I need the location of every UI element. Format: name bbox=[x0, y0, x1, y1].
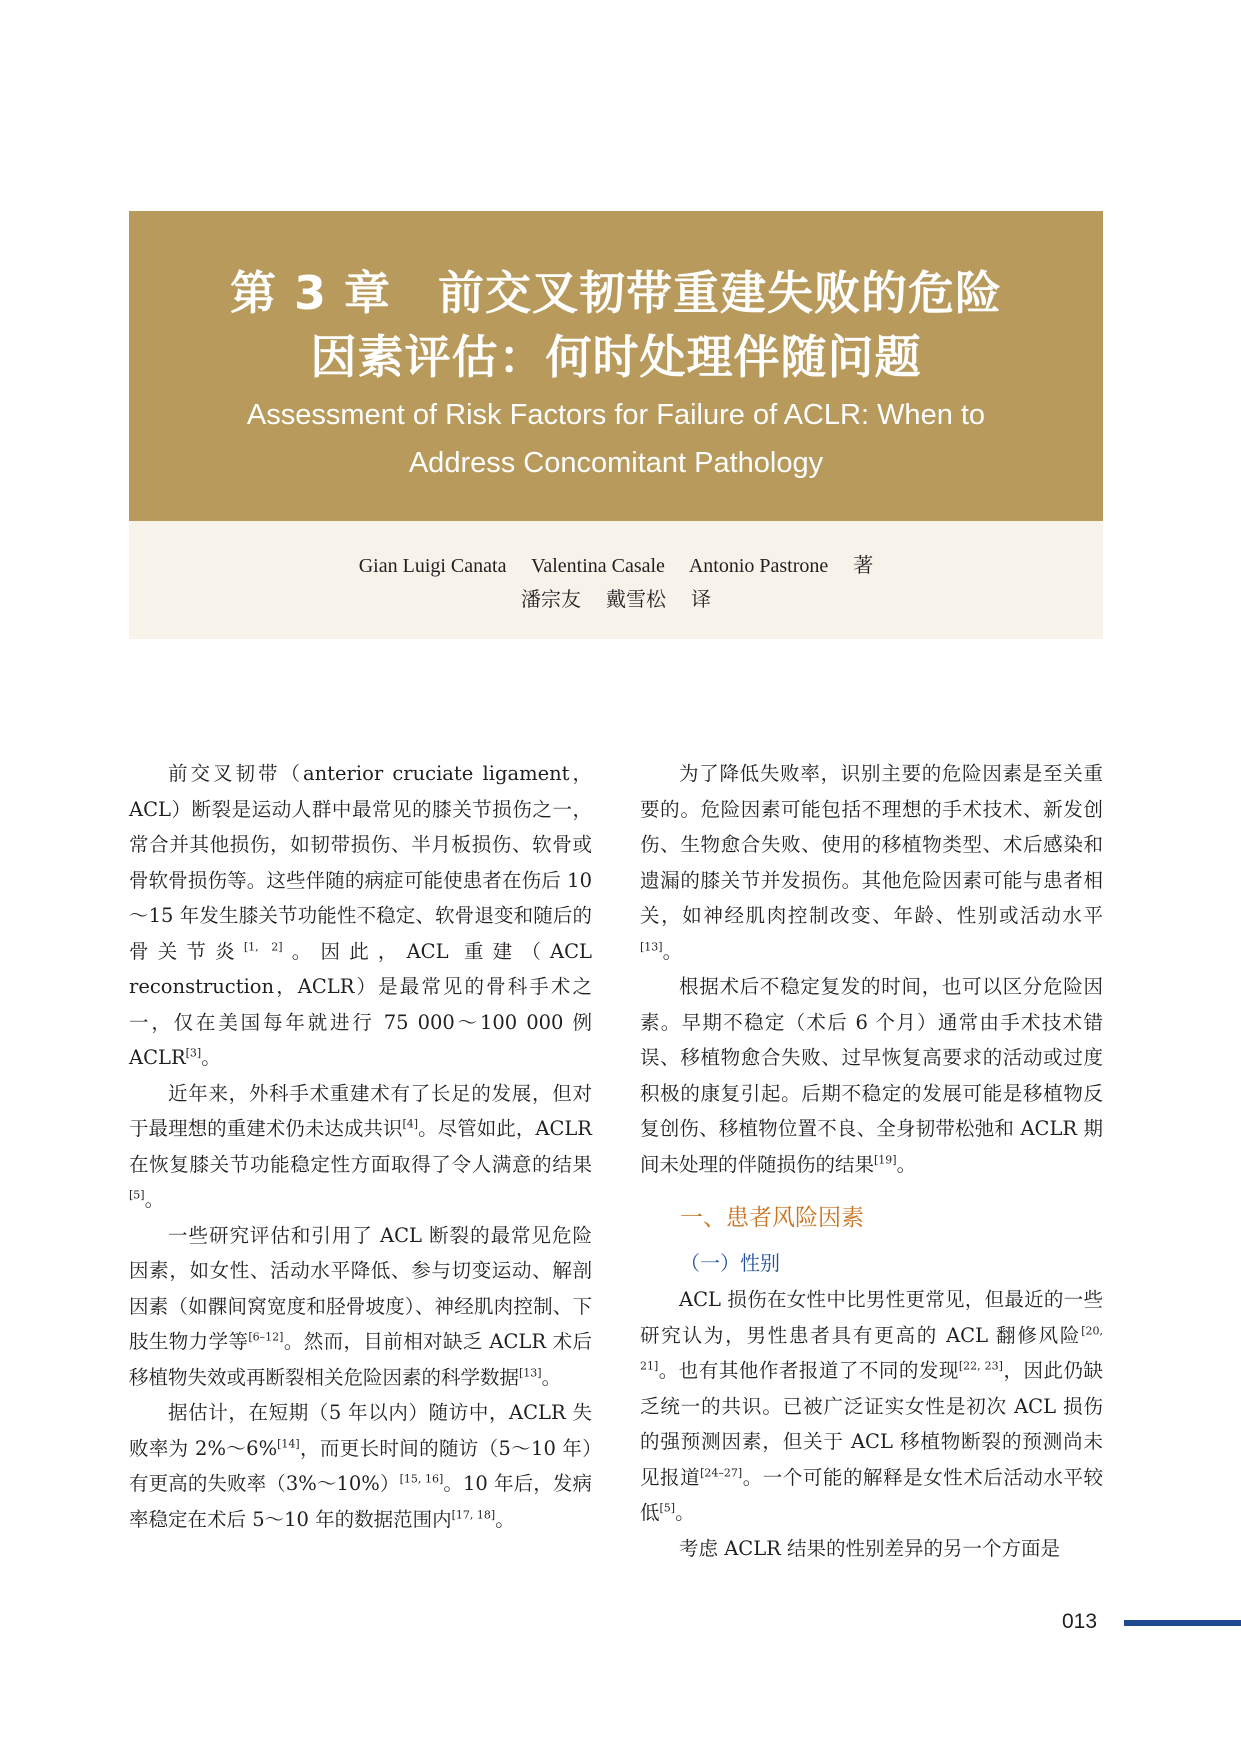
subsection-heading: （一）性别 bbox=[680, 1251, 780, 1275]
chapter-title-en-line1: Assessment of Risk Factors for Failure of ACLR: When to bbox=[246, 399, 986, 431]
citation: [4] bbox=[402, 1117, 419, 1131]
citation: [22, 23] bbox=[958, 1359, 1003, 1373]
chapter-title-en-line2: Address Concomitant Pathology bbox=[408, 447, 824, 479]
body-paragraph: 一些研究评估和引用了 ACL 断裂的最常见危险因素，如女性、活动水平降低、参与切变运动、解剖因素（如髁间窝宽度和胫骨坡度）、神经肌肉控制、下肢生物力学等[6–12]。然而，目前相对缺乏 ACLR 术后移植物失效或再断裂相关危险因素的科学数据[13]。 bbox=[129, 1223, 592, 1389]
citation: [24–27] bbox=[700, 1466, 743, 1479]
citation: [17, 18] bbox=[451, 1508, 496, 1521]
section-heading: 一、患者风险因素 bbox=[680, 1205, 864, 1231]
author-name: Antonio Pastrone bbox=[688, 555, 829, 577]
chapter-title-zh-line1: 第 3 章 前交叉韧带重建失败的危险 bbox=[229, 266, 1003, 320]
author-name: Valentina Casale bbox=[531, 555, 665, 577]
right-column bbox=[640, 756, 1103, 1566]
citation: [14] bbox=[277, 1437, 300, 1450]
authors-line bbox=[129, 551, 1103, 581]
page-number-bar bbox=[1124, 1620, 1241, 1626]
body-paragraph: 为了降低失败率，识别主要的危险因素是至关重要的。危险因素可能包括不理想的手术技术、新发创伤、生物愈合失败、使用的移植物类型、术后感染和遗漏的膝关节并发损伤。其他危险因素可能与患者相关，如神经肌肉控制改变、年龄、性别或活动水平[13]。 bbox=[640, 762, 1103, 963]
citation: [5] bbox=[659, 1501, 676, 1515]
body-paragraph: 据估计，在短期（5 年以内）随访中，ACLR 失败率为 2%～6%[14]，而更长时间的随访（5～10 年）有更高的失败率（3%～10%）[15, 16]。10 年后，发病率稳定在术后 5～10 年的数据范围内[17, 18]。 bbox=[129, 1401, 593, 1531]
translator-name: 潘宗友 bbox=[521, 589, 581, 611]
citation: [6–12] bbox=[248, 1330, 284, 1344]
chapter-title-banner bbox=[129, 211, 1103, 521]
citation: [3] bbox=[185, 1046, 202, 1060]
body-paragraph: ACL 损伤在女性中比男性更常见，但最近的一些研究认为，男性患者具有更高的 ACL 翻修风险[20, 21]。也有其他作者报道了不同的发现[22, 23]，因此仍缺乏统一的共识。已被广泛证实女性是初次 ACL 损伤的强预测因素，但关于 ACL 移植物断裂的预测尚未见报道[24–27]。一个可能的解释是女性术后活动水平较低[5]。 bbox=[640, 1288, 1103, 1524]
chapter-title-en bbox=[129, 391, 1103, 487]
body-paragraph: 近年来，外科手术重建术有了长足的发展，但对于最理想的重建术仍未达成共识[4]。尽管如此，ACLR 在恢复膝关节功能稳定性方面取得了令人满意的结果[5]。 bbox=[129, 1081, 592, 1211]
translator-name: 戴雪松 bbox=[606, 589, 666, 611]
citation: [13] bbox=[640, 940, 663, 953]
citation: [1, 2] bbox=[243, 940, 283, 953]
author-bar bbox=[129, 521, 1103, 639]
author-name: Gian Luigi Canata bbox=[358, 555, 507, 577]
left-column bbox=[129, 756, 592, 1537]
body-paragraph: 前交叉韧带（anterior cruciate ligament，ACL）断裂是运动人群中最常见的膝关节损伤之一，常合并其他损伤，如韧带损伤、半月板损伤、软骨或骨软骨损伤等。这些伴随的病症可能使患者在伤后 10～15 年发生膝关节功能性不稳定、软骨退变和随后的骨关节炎[1, 2]。因此，ACL 重建（ACL reconstruction，ACLR）是最常见的骨科手术之一，仅在美国每年就进行 75 000～100 000 例 ACLR[3]。 bbox=[129, 762, 592, 1069]
page-number: 013 bbox=[1062, 1610, 1098, 1633]
citation: [20, 21] bbox=[640, 1324, 1103, 1373]
citation: [5] bbox=[129, 1188, 145, 1202]
citation: [13] bbox=[519, 1366, 542, 1379]
body-paragraph: 根据术后不稳定复发的时间，也可以区分危险因素。早期不稳定（术后 6 个月）通常由手术技术错误、移植物愈合失败、过早恢复高要求的活动或过度积极的康复引起。后期不稳定的发展可能是移植物反复创伤、移植物位置不良、全身韧带松弛和 ACLR 期间未处理的伴随损伤的结果[19]。 bbox=[640, 975, 1103, 1176]
chapter-title-zh bbox=[129, 261, 1103, 389]
citation: [15, 16] bbox=[399, 1472, 444, 1486]
body-paragraph: 考虑 ACLR 结果的性别差异的另一个方面是 bbox=[679, 1536, 1061, 1560]
translators-line bbox=[129, 585, 1103, 615]
citation: [19] bbox=[874, 1153, 897, 1166]
chapter-title-zh-line2: 因素评估：何时处理伴随问题 bbox=[310, 330, 922, 384]
translators-suffix: 译 bbox=[691, 589, 711, 611]
authors-suffix: 著 bbox=[853, 555, 874, 577]
